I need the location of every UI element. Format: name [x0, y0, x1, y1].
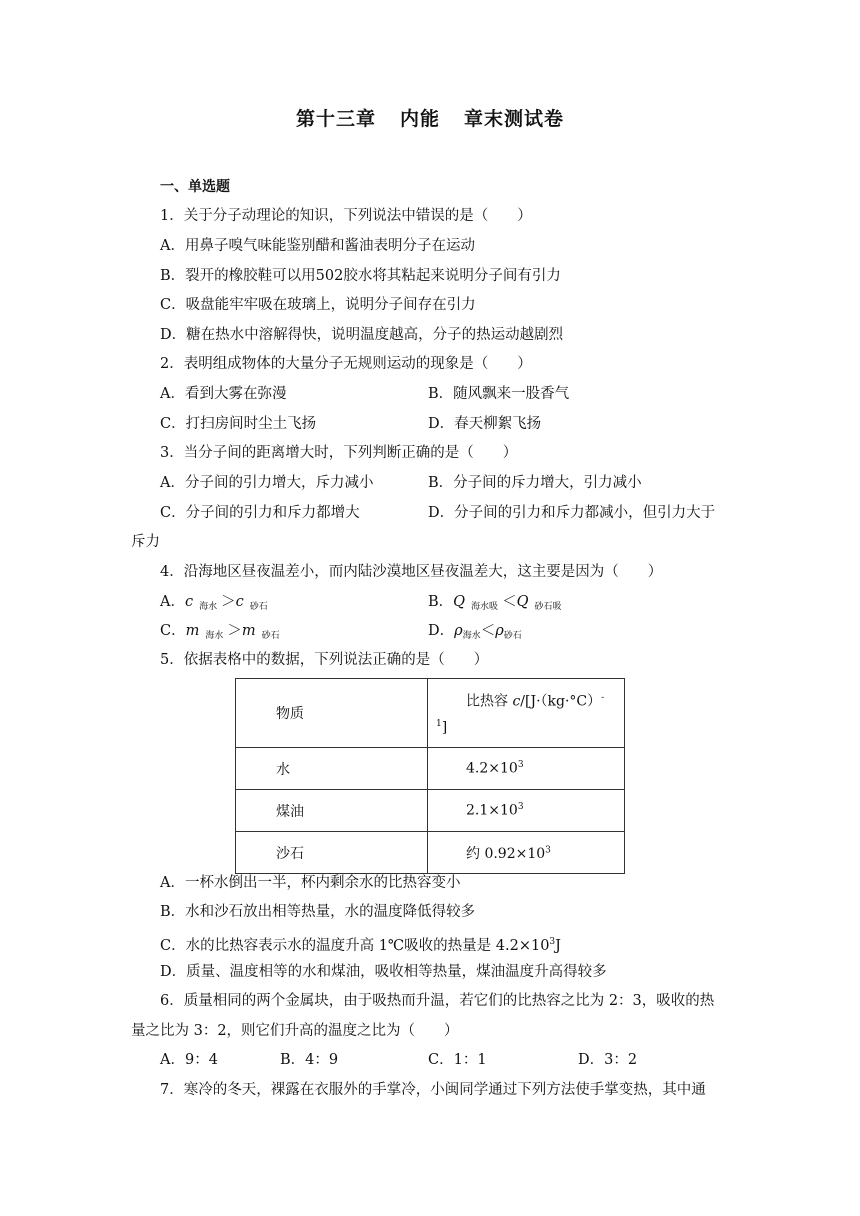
q5-stem: 5．依据表格中的数据，下列说法正确的是（ ） [160, 652, 489, 668]
title-topic: 内能 [399, 108, 440, 130]
q5-option-d: D．质量、温度相等的水和煤油，吸收相等热量，煤油温度升高得较多 [160, 964, 607, 980]
table-cell-value: $2.1\times 10^3$ [428, 790, 625, 832]
table-cell-value: $4.2\times 10^3$ [428, 748, 625, 790]
q4-stem: 4．沿海地区昼夜温差小，而内陆沙漠地区昼夜温差大，这主要是因为（ ） [160, 564, 663, 580]
q1-option-b: B．裂开的橡胶鞋可以用502胶水将其粘起来说明分子间有引力 [160, 268, 561, 284]
page-title [0, 104, 860, 131]
q3-stem: 3．当分子间的距离增大时，下列判断正确的是（ ） [160, 445, 518, 461]
table-row [236, 790, 625, 832]
q2-stem: 2．表明组成物体的大量分子无规则运动的现象是（ ） [160, 356, 532, 372]
q3-option-d-continued: 斥力 [131, 534, 160, 550]
specific-heat-table [235, 678, 625, 874]
q6-stem-line2: 量之比为 3：2，则它们升高的温度之比为（ ） [131, 1023, 459, 1039]
table-row [236, 832, 625, 874]
table-cell-substance: 水 [236, 748, 428, 790]
table-header-substance: 物质 [236, 679, 428, 748]
table-cell-substance: 煤油 [236, 790, 428, 832]
table-row [236, 748, 625, 790]
table-header-row [236, 679, 625, 748]
table-header-specific-heat: 比热容 c/[J·（kg·°C）- $^1$] [428, 679, 625, 748]
q1-option-d: D．糖在热水中溶解得快，说明温度越高，分子的热运动越剧烈 [160, 327, 564, 343]
q4-option-d: D．$\rho_{海水}<\rho_{砂石}$ [428, 623, 522, 641]
q3-option-b: B．分子间的斥力增大，引力减小 [428, 475, 642, 491]
q2-option-c: C．打扫房间时尘土飞扬 [160, 416, 317, 432]
title-chapter: 第十三章 [295, 108, 376, 130]
q1-stem: 1．关于分子动理论的知识，下列说法中错误的是（ ） [160, 208, 532, 224]
q2-option-b: B．随风飘来一股香气 [428, 386, 570, 402]
title-test: 章末测试卷 [464, 108, 565, 130]
section-heading: 一、单选题 [160, 179, 230, 195]
q3-option-a: A．分子间的引力增大，斥力减小 [160, 475, 374, 491]
q4-option-a: A．c $_{海水}$ ＞c $_{砂石}$ [160, 594, 268, 612]
q1-option-a: A．用鼻子嗅气味能鉴别醋和酱油表明分子在运动 [160, 238, 475, 254]
q6-option-c: C．1：1 [428, 1052, 487, 1068]
q6-option-d: D．3：2 [578, 1052, 638, 1068]
q6-option-b: B．4：9 [280, 1052, 339, 1068]
q7-stem-line1: 7．寒冷的冬天，裸露在衣服外的手掌冷，小闽同学通过下列方法使手掌变热，其中通 [160, 1082, 706, 1098]
q3-option-c: C．分子间的引力和斥力都增大 [160, 505, 360, 521]
q2-option-d: D．春天柳絮飞扬 [428, 416, 542, 432]
q5-option-a: A．一杯水倒出一半，杯内剩余水的比热容变小 [160, 875, 461, 891]
q5-option-b: B．水和沙石放出相等热量，水的温度降低得较多 [160, 904, 476, 920]
q4-option-c: C．m $_{海水}$ ＞m $_{砂石}$ [160, 623, 280, 641]
q3-option-d: D．分子间的引力和斥力都减小，但引力大于 [428, 505, 716, 521]
table-cell-substance: 沙石 [236, 832, 428, 874]
q6-option-a: A．9：4 [160, 1052, 218, 1068]
q4-option-b: B．Q $_{海水吸}$ ＜Q $_{砂石吸}$ [428, 594, 562, 612]
table-cell-value: 约 $0.92\times 10^3$ [428, 832, 625, 874]
q1-option-c: C．吸盘能牢牢吸在玻璃上，说明分子间存在引力 [160, 297, 476, 313]
q6-stem-line1: 6．质量相同的两个金属块，由于吸热而升温，若它们的比热容之比为 2：3，吸收的热 [160, 993, 715, 1009]
q5-option-c: C．水的比热容表示水的温度升高 1℃吸收的热量是 $4.2\times 10^3J$ [160, 937, 561, 954]
q2-option-a: A．看到大雾在弥漫 [160, 386, 287, 402]
